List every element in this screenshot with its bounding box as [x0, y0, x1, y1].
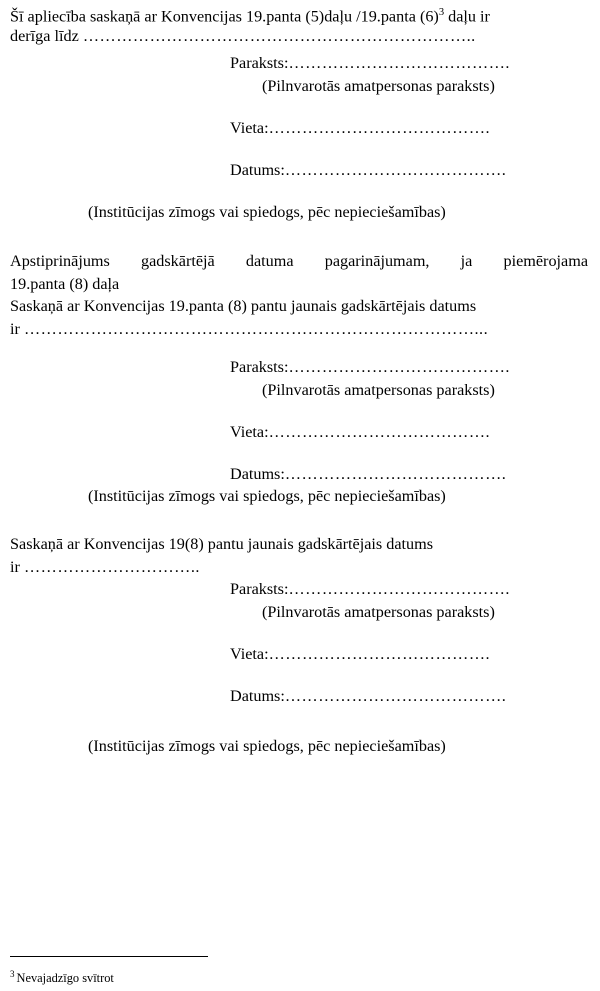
- block2-signature-label: Paraksts:: [230, 358, 289, 376]
- block1-signature-line: [230, 52, 510, 75]
- block1-validity-dotted-field[interactable]: ……………………………………………………………..: [82, 26, 476, 45]
- block2-date-line: [230, 463, 506, 486]
- block2-signature-line: [230, 356, 510, 379]
- block2-heading-line1: [10, 250, 588, 273]
- block1-place-line: [230, 117, 490, 140]
- block2-place-line: [230, 421, 490, 444]
- block3-signature-dotted-field[interactable]: ………………………………….: [288, 580, 510, 599]
- block2-date-label: Datums:: [230, 464, 285, 483]
- block1-signature-dotted-field[interactable]: ………………………………….: [288, 54, 510, 72]
- block1-signature-caption: (Pilnvarotās amatpersonas paraksts): [262, 76, 495, 95]
- block2-heading-text: Apstiprinājums gadskārtējā datuma pagarinājumam, ja piemērojama: [10, 252, 588, 270]
- block2-place-label: Vieta:: [230, 422, 269, 441]
- block3-seal-note: (Institūcijas zīmogs vai spiedogs, pēc nepieciešamības): [88, 737, 446, 755]
- block3-place-dotted-field[interactable]: ………………………………….: [268, 645, 491, 663]
- footnote-marker: 3: [10, 969, 15, 979]
- block1-seal-note: (Institūcijas zīmogs vai spiedogs, pēc nepieciešamības): [88, 203, 446, 221]
- block1-signature-label: Paraksts:: [230, 54, 289, 72]
- block2-body-dotted-field[interactable]: ………………………………………………………………………...: [23, 319, 489, 338]
- block1-date-line: [230, 159, 506, 182]
- block3-body-line2: [10, 556, 576, 579]
- block1-intro-text: Šī apliecība saskaņā ar Konvencijas 19.panta (5)daļu /19.panta (6): [10, 7, 439, 26]
- footnote-text: Nevajadzīgo svītrot: [16, 971, 114, 986]
- footnote-entry: [10, 966, 114, 986]
- block3-date-line: [230, 685, 506, 708]
- block3-date-dotted-field[interactable]: ………………………………….: [284, 687, 507, 705]
- block2-date-dotted-field[interactable]: ………………………………….: [284, 464, 507, 483]
- block3-date-label: Datums:: [230, 687, 285, 705]
- block1-date-label: Datums:: [230, 161, 285, 179]
- block1-date-dotted-field[interactable]: ………………………………….: [284, 161, 507, 179]
- block3-body-line1: Saskaņā ar Konvencijas 19(8) pantu jaunais gadskārtējais datums: [10, 535, 434, 553]
- block2-body-line2: [10, 318, 576, 341]
- block2-place-dotted-field[interactable]: ………………………………….: [268, 422, 491, 441]
- footnote-reference-marker: 3: [438, 7, 445, 18]
- block3-signature-label: Paraksts:: [230, 580, 289, 599]
- block2-seal-note: (Institūcijas zīmogs vai spiedogs, pēc nepieciešamības): [88, 487, 446, 506]
- block1-intro-text-tail: daļu ir: [444, 7, 490, 26]
- block3-signature-line: [230, 578, 510, 601]
- block1-place-dotted-field[interactable]: ………………………………….: [268, 119, 491, 137]
- block3-signature-caption: (Pilnvarotās amatpersonas paraksts): [262, 602, 495, 621]
- block1-validity-label: derīga līdz: [10, 26, 83, 45]
- block1-validity-line: [10, 25, 576, 48]
- block2-body-line1: Saskaņā ar Konvencijas 19.panta (8) pantu jaunais gadskārtējais datums: [10, 297, 477, 316]
- block2-heading-line2: 19.panta (8) daļa: [10, 274, 120, 293]
- block3-place-line: [230, 643, 490, 666]
- block1-place-label: Vieta:: [230, 119, 269, 137]
- block2-signature-dotted-field[interactable]: ………………………………….: [288, 358, 510, 376]
- block3-place-label: Vieta:: [230, 645, 269, 663]
- block2-signature-caption: (Pilnvarotās amatpersonas paraksts): [262, 380, 495, 399]
- block3-body-label: ir: [10, 557, 24, 576]
- footnote-separator-rule: [10, 956, 208, 957]
- block2-body-label: ir: [10, 319, 24, 338]
- block3-body-dotted-field[interactable]: …………………………..: [23, 557, 200, 576]
